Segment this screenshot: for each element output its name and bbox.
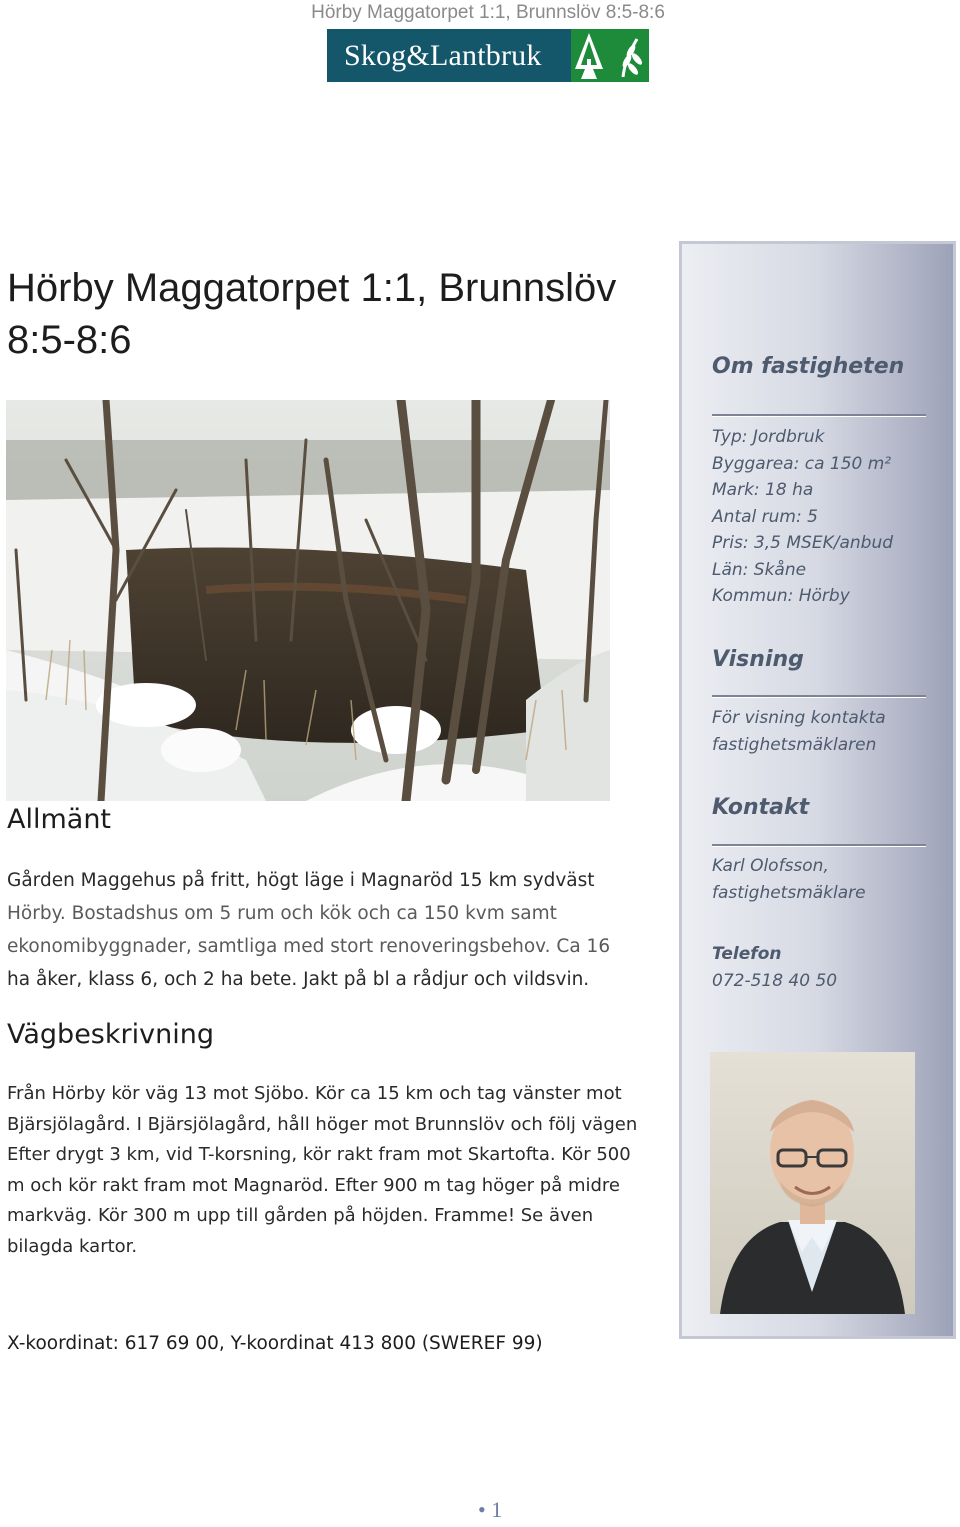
kontakt-heading: Kontakt [712, 795, 810, 820]
allmant-line: Gården Maggehus på fritt, högt läge i Magnaröd 15 km sydväst [7, 870, 595, 891]
fact-municipality: Kommun: Hörby [712, 586, 850, 606]
vagbeskrivning-line: Bjärsjölagård. I Bjärsjölagård, håll höger mot Brunnslöv och följ vägen [7, 1113, 638, 1135]
telefon-block [712, 941, 942, 994]
coordinates: X-koordinat: 617 69 00, Y-koordinat 413 800 (SWEREF 99) [7, 1333, 543, 1354]
logo-text: Skog&Lantbruk [344, 38, 542, 72]
fact-county: Län: Skåne [712, 559, 807, 580]
vagbeskrivning-line: Efter drygt 3 km, vid T-korsning, kör rakt fram mot Skartofta. Kör 500 [7, 1144, 631, 1165]
allmant-heading: Allmänt [7, 804, 112, 835]
vagbeskrivning-heading: Vägbeskrivning [7, 1019, 214, 1050]
tree-leaf-icon [571, 29, 649, 82]
telefon-number[interactable]: 072-518 40 50 [712, 970, 838, 991]
title-line-2: 8:5-8:6 [7, 318, 132, 362]
fact-rooms: Antal rum: 5 [712, 506, 818, 527]
title-line-1: Hörby Maggatorpet 1:1, Brunnslöv [7, 266, 617, 310]
vagbeskrivning-line: m och kör rakt fram mot Magnaröd. Efter 900 m tag höger på midre [7, 1174, 620, 1196]
page-number-value: 1 [491, 1497, 503, 1522]
vagbeskrivning-text [7, 1079, 647, 1262]
property-facts [712, 424, 942, 610]
vagbeskrivning-line: bilagda kartor. [7, 1235, 138, 1257]
allmant-line: Hörby. Bostadshus om 5 rum och kök och ca 150 kvm samt [7, 903, 557, 924]
divider [712, 414, 926, 417]
fact-type: Typ: Jordbruk [712, 427, 825, 447]
fact-price: Pris: 3,5 MSEK/anbud [712, 533, 894, 553]
visning-line: För visning kontakta [712, 708, 886, 728]
allmant-text [7, 864, 647, 996]
skog-lantbruk-logo [327, 29, 649, 82]
vagbeskrivning-line: markväg. Kör 300 m upp till gården på höjden. Framme! Se även [7, 1205, 594, 1226]
divider [712, 695, 926, 698]
agent-name: Karl Olofsson, [712, 856, 829, 876]
fact-building-area: Byggarea: ca 150 m² [712, 453, 892, 474]
page-title [7, 262, 667, 366]
running-header: Hörby Maggatorpet 1:1, Brunnslöv 8:5-8:6 [311, 2, 665, 23]
fact-land: Mark: 18 ha [712, 480, 814, 500]
allmant-line: ekonomibyggnader, samtliga med stort renoveringsbehov. Ca 16 [7, 936, 611, 957]
property-sidebar [679, 241, 956, 1339]
page-number [478, 1497, 502, 1523]
visning-text [712, 705, 942, 758]
telefon-label: Telefon [712, 944, 782, 964]
property-photo [6, 400, 610, 801]
agent-title: fastighetsmäklare [712, 882, 866, 903]
allmant-line: ha åker, klass 6, och 2 ha bete. Jakt på bl a rådjur och vildsvin. [7, 969, 590, 990]
kontakt-text [712, 853, 942, 906]
vagbeskrivning-line: Från Hörby kör väg 13 mot Sjöbo. Kör ca 15 km och tag vänster mot [7, 1083, 622, 1104]
visning-line: fastighetsmäklaren [712, 734, 877, 755]
bullet-icon: • [478, 1497, 492, 1522]
visning-heading: Visning [712, 647, 804, 672]
agent-portrait [710, 1052, 915, 1314]
divider [712, 844, 926, 847]
om-fastigheten-heading: Om fastigheten [712, 354, 905, 379]
